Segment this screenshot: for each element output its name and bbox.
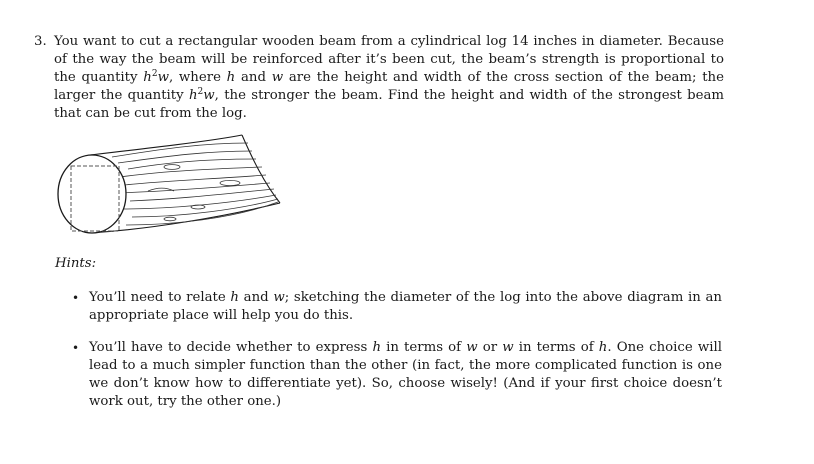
hint-text <box>89 289 722 325</box>
log-end <box>242 135 280 203</box>
variable-h: h <box>226 70 236 85</box>
hint-text-part: in terms of <box>513 340 599 355</box>
variable-h: h <box>598 340 608 355</box>
hint-item <box>72 339 722 411</box>
exponent-2: 2 <box>151 69 158 79</box>
variable-h: h <box>143 70 152 85</box>
hint-text-part: You’ll need to relate <box>89 290 231 305</box>
variable-h: h <box>188 88 198 103</box>
variable-w: w <box>273 290 285 305</box>
variable-w: w <box>502 340 514 355</box>
hint-text <box>89 339 722 411</box>
hint-text-part: ; sketching the diameter of the log into the above diagram in an appropriate place will help you do this. <box>89 290 722 323</box>
hint-text-part: in terms of <box>381 340 467 355</box>
problem-text-part: , where <box>168 70 227 85</box>
problem-statement <box>34 33 724 123</box>
hint-text-part: and <box>239 290 274 305</box>
variable-w: w <box>271 70 284 85</box>
problem-text-part: are the height and width of the cross section of the beam; the larger the quantity <box>54 70 724 103</box>
hint-text-part: You’ll have to decide whether to express <box>89 340 373 355</box>
log-cross-section <box>58 155 126 233</box>
hint-text-part: . One choice will lead to a much simpler function than the other (in fact, the more complicated function is one we don’t know how to differentiate yet). So, choose wisely! (And if your first choice doesn’t work out, try the other one.) <box>89 340 722 409</box>
hint-list <box>72 289 722 425</box>
problem-text-part: , the stronger the beam. Find the height and width of the strongest beam that can be cut from the log. <box>54 88 725 121</box>
problem-text-part: and <box>235 70 272 85</box>
bullet-icon: • <box>72 341 80 355</box>
exponent-2: 2 <box>197 87 204 97</box>
wood-grain <box>112 143 278 225</box>
variable-h: h <box>372 340 382 355</box>
hint-text-part: or <box>477 340 503 355</box>
variable-w: w <box>466 340 478 355</box>
problem-number: 3. <box>34 34 47 49</box>
problem-text-part: You want to cut a rectangular wooden beam from a cylindrical log 14 inches in diameter. Because of the way the beam will be reinforced after it’s been cut, the beam’s strength is proportional to the quantity <box>54 34 724 85</box>
log-diagram <box>52 133 284 245</box>
variable-w: w <box>157 70 169 85</box>
hint-item <box>72 289 722 325</box>
problem-text <box>54 33 724 123</box>
bullet-icon: • <box>72 291 80 305</box>
variable-h: h <box>230 290 239 305</box>
variable-w: w <box>203 88 215 103</box>
hints-title: Hints: <box>55 256 97 271</box>
